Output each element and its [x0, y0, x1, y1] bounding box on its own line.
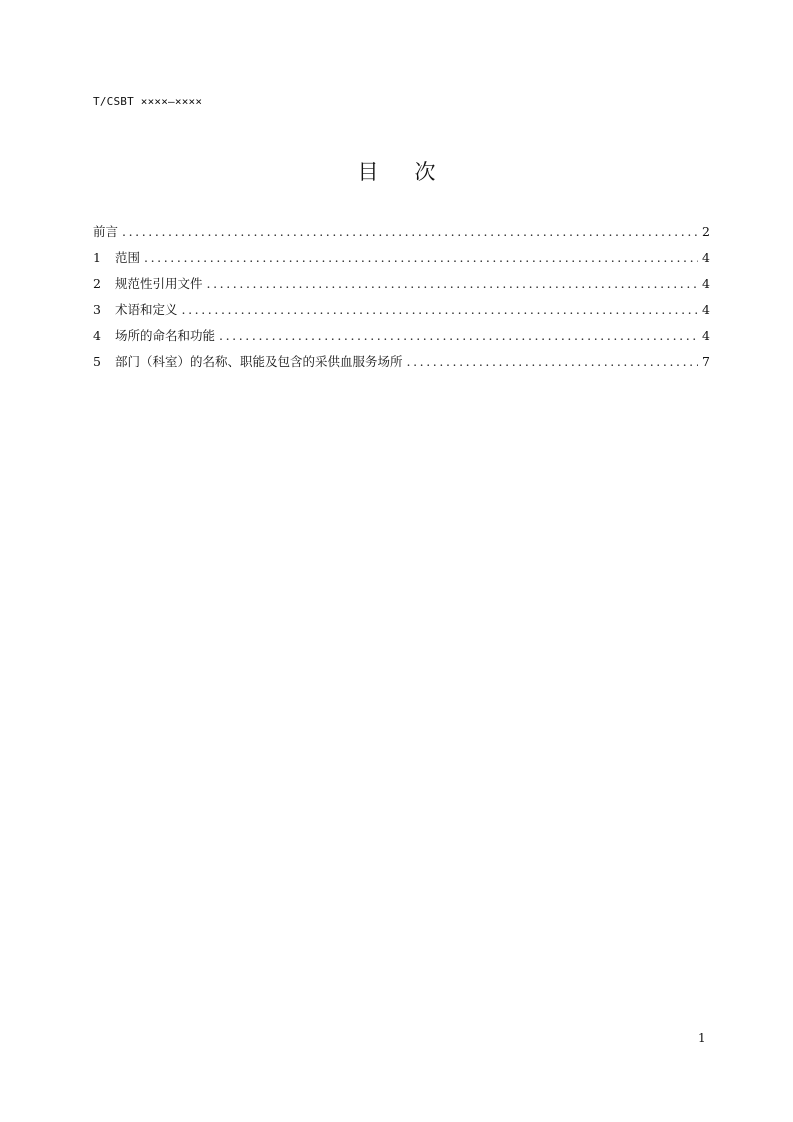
toc-entry-number: 1 [93, 250, 101, 265]
toc-entry-page: 2 [702, 224, 710, 239]
page-number: 1 [698, 1031, 706, 1045]
toc-entry-page: 4 [702, 250, 710, 265]
toc-entry-normative-references[interactable] [93, 274, 710, 300]
toc-entry-page: 7 [702, 354, 710, 369]
toc-leader-dots [182, 302, 699, 317]
toc-entry-number: 4 [93, 328, 101, 343]
toc-entry-title: 规范性引用文件 [115, 276, 203, 291]
table-of-contents [93, 222, 710, 378]
toc-leader-dots [219, 328, 698, 343]
toc-entry-title: 范围 [115, 250, 141, 265]
toc-entry-number: 2 [93, 276, 101, 291]
toc-entry-departments[interactable] [93, 352, 710, 378]
document-code: T/CSBT ××××—×××× [93, 95, 203, 108]
toc-entry-title: 场所的命名和功能 [115, 328, 216, 343]
toc-entry-venue-naming[interactable] [93, 326, 710, 352]
page-title: 目次 [357, 160, 472, 184]
toc-leader-dots [122, 224, 698, 239]
toc-entry-title: 前言 [93, 224, 119, 239]
toc-leader-dots [407, 354, 699, 369]
toc-entry-number: 5 [93, 354, 101, 369]
toc-entry-page: 4 [702, 276, 710, 291]
toc-leader-dots [207, 276, 699, 291]
toc-entry-number: 3 [93, 302, 101, 317]
toc-entry-page: 4 [702, 302, 710, 317]
toc-entry-scope[interactable] [93, 248, 710, 274]
toc-entry-title: 术语和定义 [115, 302, 178, 317]
toc-entry-foreword[interactable] [93, 222, 710, 248]
toc-leader-dots [144, 250, 698, 265]
toc-entry-title: 部门（科室）的名称、职能及包含的采供血服务场所 [115, 354, 403, 369]
toc-entry-page: 4 [702, 328, 710, 343]
toc-entry-terms-definitions[interactable] [93, 300, 710, 326]
